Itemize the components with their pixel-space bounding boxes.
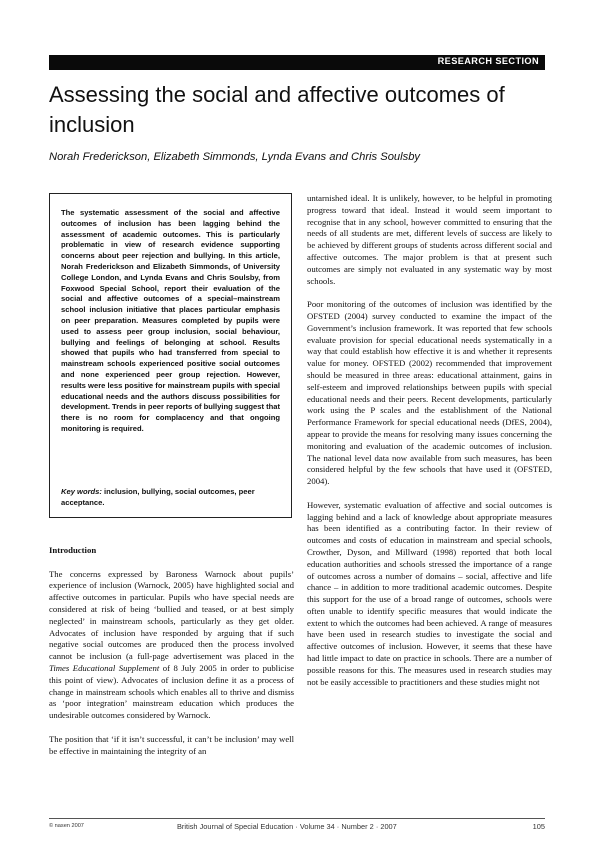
- body-paragraph: The position that ‘if it isn’t successful, it can’t be inclusion’ may well be effective in maintaining the integrity of an: [49, 733, 294, 756]
- page-number: 105: [532, 822, 545, 831]
- body-column-left: [49, 545, 294, 769]
- footer-journal: British Journal of Special Education · Volume 34 · Number 2 · 2007: [177, 822, 397, 831]
- body-paragraph: However, systematic evaluation of affective and social outcomes is lagging behind and a lack of knowledge about appropriate measures has been identified as a contributing factor. In their review of outcomes and costs of education in mainstream and special schools, Crowther, Dyson, and Millward (1998) reported that both local education authorities and schools stressed the importance of a range of outcomes across a number of domains – social, affective and life chance – in addition to more traditional academic outcomes. Despite this support for the use of a broad range of outcomes, schools were often unable to identify specific measures that would indicate the extent to which the outcomes had been achieved. A range of measures have been used in research studies to investigate the social and affective outcomes of inclusion. However, it seems that these have had little impact to date on practice in schools. There are a number of possible reasons for this. The measures used in research studies may not be easily accessible to practitioners and these studies might not: [307, 499, 552, 687]
- keywords-label: Key words:: [61, 487, 102, 496]
- footer-divider: [49, 818, 545, 819]
- abstract-box: [49, 193, 292, 518]
- body-text: of 8 July 2005 in order to publicise this point of view). Advocates of inclusion define it as a process of change in mainstream schools which enables all to thrive and dismiss as ‘poor integration’ mainstream education which produces the undesirable outcomes considered by Warnock.: [49, 662, 294, 721]
- publication-title: Times Educational Supplement: [49, 662, 160, 673]
- article-title: Assessing the social and affective outcomes of inclusion: [49, 82, 505, 137]
- section-label: RESEARCH SECTION: [437, 56, 539, 66]
- footer-copyright: © nasen 2007: [49, 823, 84, 829]
- body-text: The concerns expressed by Baroness Warnock about pupils’ experience of inclusion (Warnock, 2005) have highlighted social and affective outcomes in particular. Pupils who have special needs are considered at risk of being ‘bullied and teased, or at best simply neglected’ in mainstream schools, particularly as they get older. Advocates of inclusion have responded by arguing that if such negative social outcomes are produced then the process involved cannot be inclusion (a full-page advertisement was placed in the: [49, 568, 294, 662]
- intro-heading: Introduction: [49, 545, 97, 555]
- abstract-text: The systematic assessment of the social and affective outcomes of inclusion has been lagging behind the assessment of academic outcomes. This is particularly problematic in view of research evidence supporting concerns about peer rejection and bullying. In this article, Norah Frederickson and Elizabeth Simmonds, of University College London, and Lynda Evans and Chris Soulsby, from Foxwood Special School, report their evaluation of the social and affective outcomes of a special–mainstream school inclusion initiative that places particular emphasis on peer preparation. Measures completed by pupils were used to assess peer group inclusion, social behaviour, bullying and feelings of belonging at school. Results showed that pupils who had transferred from special to mainstream schools experienced positive social outcomes and none experienced peer group rejection. However, results were less positive for mainstream pupils with special educational needs and the authors discuss possibilities for development. Trends in peer reports of bullying suggest that there is no room for complacency and that ongoing monitoring is required.: [61, 208, 280, 433]
- section-header-bar: [49, 55, 545, 70]
- body-paragraph: untarnished ideal. It is unlikely, however, to be helpful in promoting progress toward that ideal. Instead it would seem important to recognise that in any school, however committed to ensuring that the needs of all students are met, different levels of success are likely to be achieved by different groups of students across different social and affective outcomes. The major problem is that at present such outcomes are simply not evaluated in any systematic way by most schools.: [307, 193, 552, 286]
- body-paragraph: Poor monitoring of the outcomes of inclusion was identified by the OFSTED (2004) survey conducted to examine the impact of the Government’s inclusion framework. It was reported that few schools evaluate provision for special educational needs systematically in a way that could establish how effective it is and whether it represents value for money. OFSTED (2002) recommended that improvement should be measured in three areas: educational attainment, gains in self-esteem and improved relationships between pupils with special educational needs and their peers. Recent developments, particularly work using the P scales and the establishment of the National Performance Framework for special educational needs (DfES, 2004), appear to provide the means for resolving many issues concerning the monitoring and evaluation of the academic outcomes of inclusion. The national level data now available from such measures, has been considered helpful by the few schools that have used it (OFSTED, 2004).: [307, 299, 552, 487]
- body-column-right: [307, 193, 552, 700]
- keywords: [61, 487, 280, 509]
- article-authors: Norah Frederickson, Elizabeth Simmonds, Lynda Evans and Chris Soulsby: [49, 151, 421, 163]
- keywords-list: inclusion, bullying, social outcomes, peer acceptance.: [61, 487, 255, 507]
- body-paragraph: [49, 569, 294, 722]
